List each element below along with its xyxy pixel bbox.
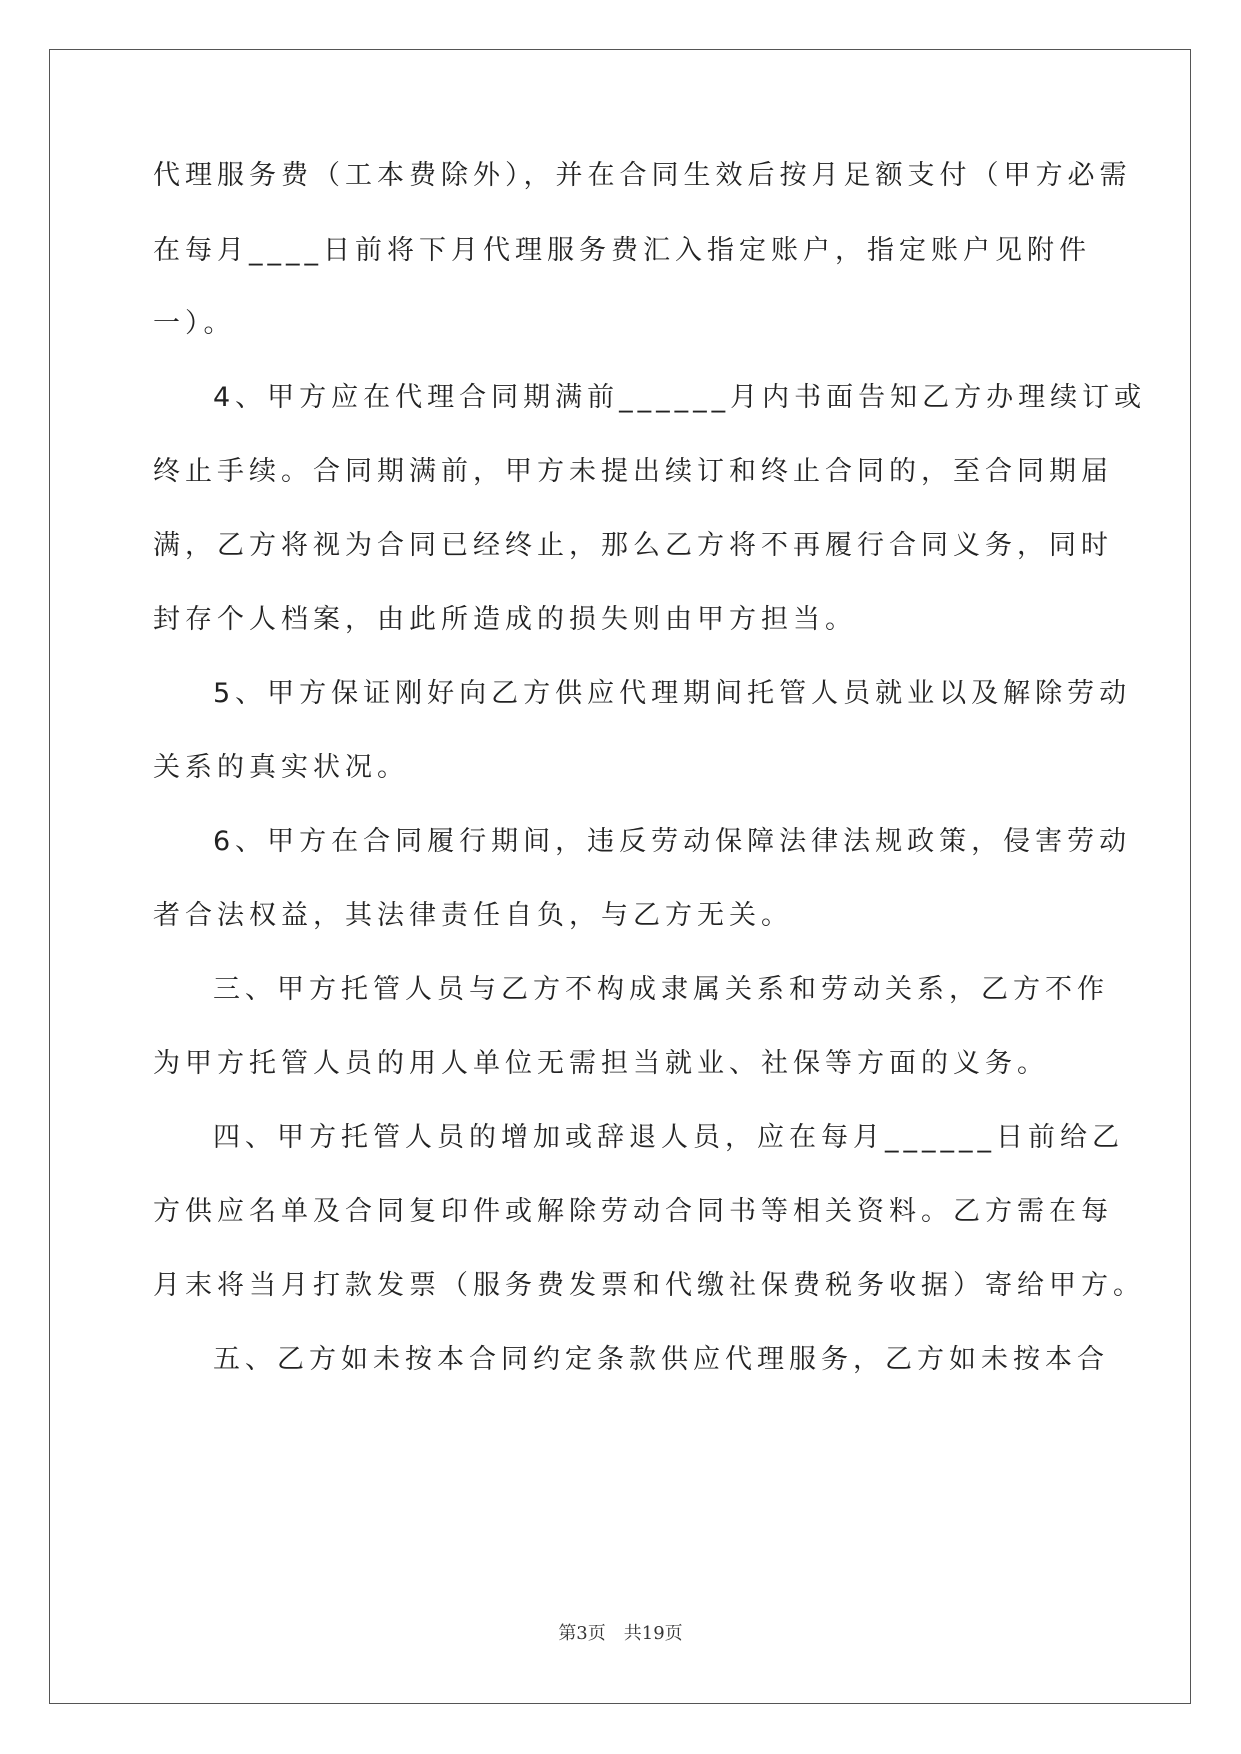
- paragraph-start: 5、甲方保证刚好向乙方供应代理期间托管人员就业以及解除劳动: [213, 678, 1132, 709]
- text-line: 为甲方托管人员的用人单位无需担当就业、社保等方面的义务。: [153, 1048, 1049, 1079]
- page-footer: [0, 1619, 1241, 1645]
- page-total: 共19页: [623, 1623, 683, 1644]
- page-border: [49, 49, 1191, 1704]
- text-line: 者合法权益，其法律责任自负，与乙方无关。: [153, 900, 793, 931]
- text-line: 终止手续。合同期满前，甲方未提出续订和终止合同的，至合同期届: [153, 456, 1113, 487]
- paragraph-start: 6、甲方在合同履行期间，违反劳动保障法律法规政策，侵害劳动: [213, 826, 1132, 857]
- text-line: 代理服务费（工本费除外），并在合同生效后按月足额支付（甲方必需: [153, 160, 1132, 191]
- paragraph-start: 4、甲方应在代理合同期满前______月内书面告知乙方办理续订或: [213, 382, 1147, 413]
- text-line: 关系的真实状况。: [153, 752, 409, 783]
- page-number: 第3页: [558, 1623, 606, 1644]
- paragraph-start: 五、乙方如未按本合同约定条款供应代理服务，乙方如未按本合: [213, 1344, 1109, 1375]
- text-line: 封存个人档案，由此所造成的损失则由甲方担当。: [153, 604, 857, 635]
- text-line: 满，乙方将视为合同已经终止，那么乙方将不再履行合同义务，同时: [153, 530, 1113, 561]
- text-line: 在每月____日前将下月代理服务费汇入指定账户，指定账户见附件: [153, 235, 1091, 266]
- text-line: 月末将当月打款发票（服务费发票和代缴社保费税务收据）寄给甲方。: [153, 1270, 1145, 1301]
- text-line: 一）。: [153, 308, 236, 339]
- paragraph-start: 四、甲方托管人员的增加或辞退人员，应在每月______日前给乙: [213, 1122, 1124, 1153]
- text-line: 方供应名单及合同复印件或解除劳动合同书等相关资料。乙方需在每: [153, 1196, 1113, 1227]
- paragraph-start: 三、甲方托管人员与乙方不构成隶属关系和劳动关系，乙方不作: [213, 974, 1109, 1005]
